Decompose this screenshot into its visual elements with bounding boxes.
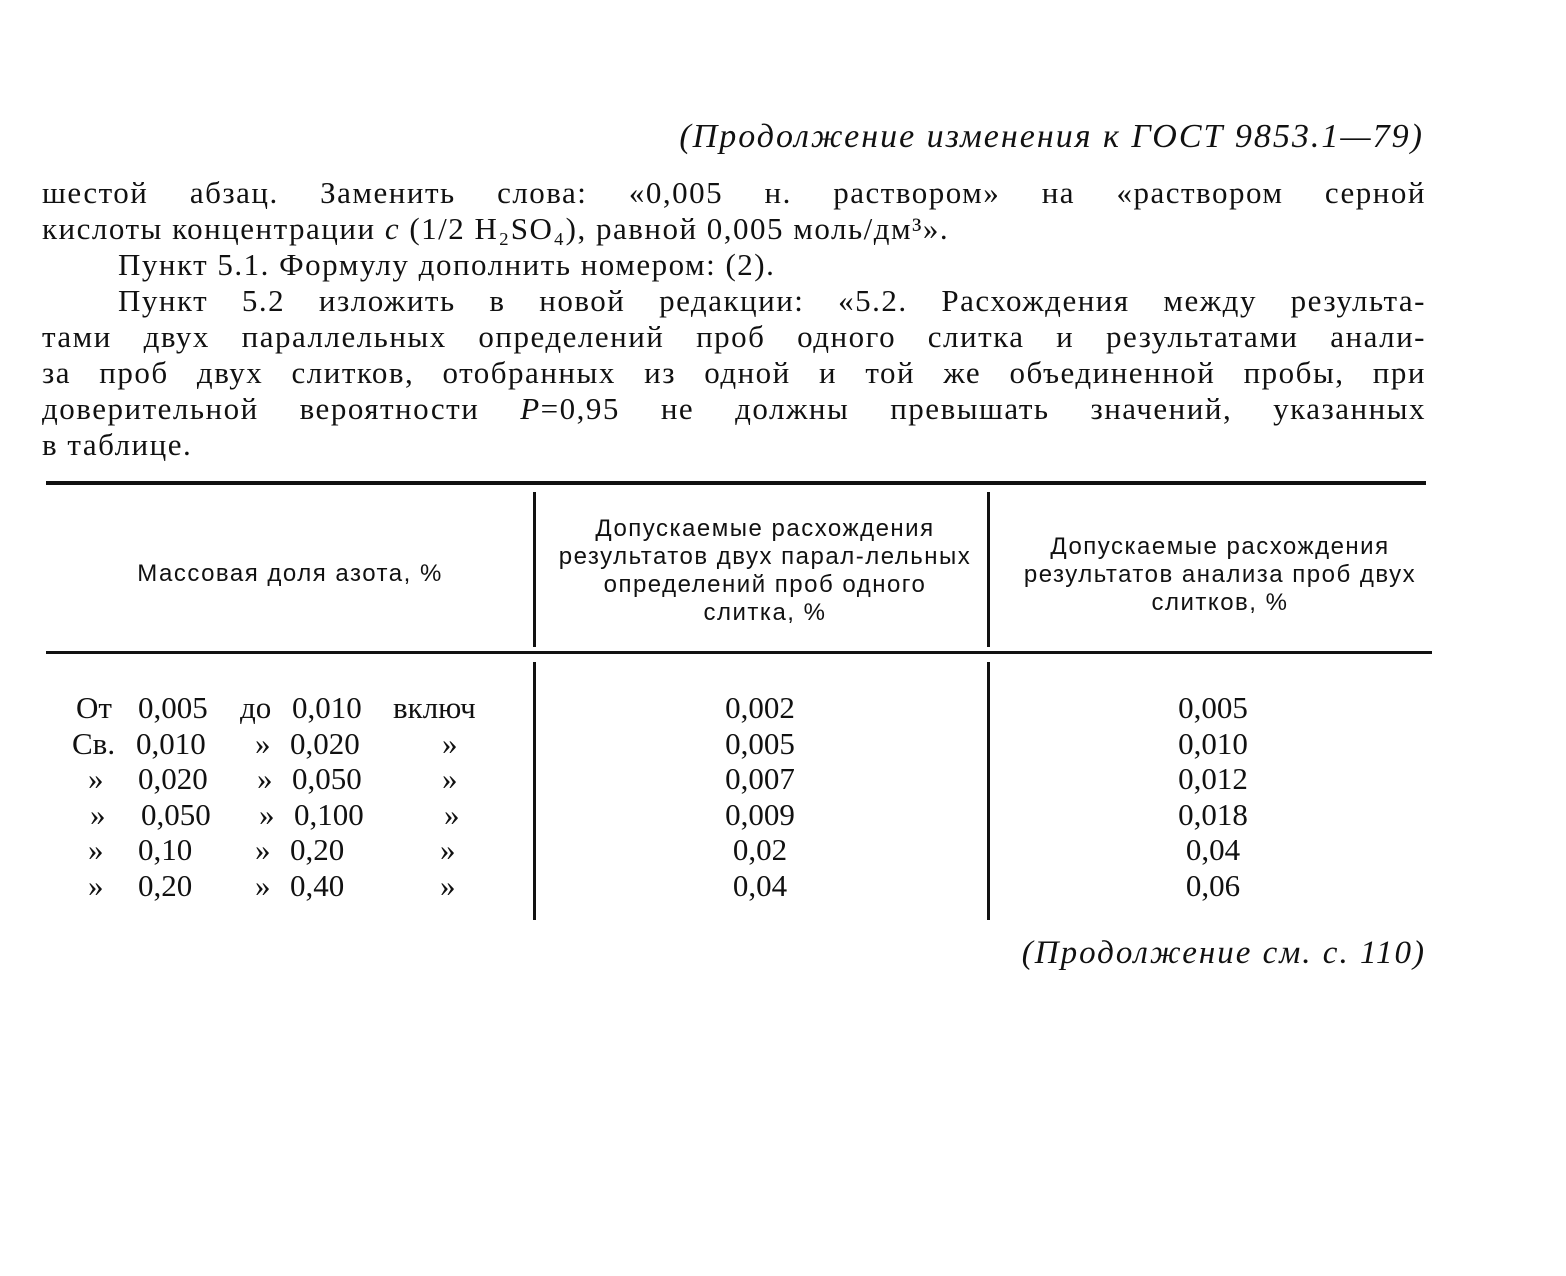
table-cell: 0,010	[1178, 725, 1248, 761]
range-to-word: »	[259, 796, 275, 832]
column-divider	[533, 662, 536, 920]
table-cell: 0,012	[1178, 761, 1248, 796]
column-header-mass-fraction: Массовая доля азота, %	[137, 560, 443, 587]
range-prefix: Св.	[72, 725, 116, 761]
table-cell: 0,04	[732, 867, 788, 903]
range-suffix: »	[440, 832, 456, 867]
table-cell: 0,005	[1178, 690, 1248, 725]
column-divider	[987, 662, 990, 920]
range-to-word: »	[257, 761, 273, 796]
continuation-header: (Продолжение изменения к ГОСТ 9853.1—79)	[679, 118, 1424, 155]
range-to: 0,020	[290, 725, 360, 761]
table-cell: 0,002	[725, 690, 795, 725]
table-cell: 0,009	[725, 796, 795, 832]
range-to: 0,40	[290, 867, 345, 903]
two-ingots-column	[1133, 690, 1293, 903]
table-cell: 0,018	[1178, 796, 1248, 832]
paragraph-line: шестой абзац. Заменить слова: «0,005 н. раствором» на «раствором серной	[42, 175, 1426, 210]
range-from: 0,010	[136, 725, 206, 761]
paragraph-line: в таблице.	[42, 427, 193, 462]
table-header-rule	[46, 651, 1432, 654]
range-prefix: »	[90, 796, 106, 832]
table-cell: 0,007	[725, 761, 795, 796]
table-cell: 0,02	[732, 832, 788, 867]
range-suffix: »	[440, 867, 456, 903]
range-from: 0,005	[138, 690, 208, 725]
range-from: 0,050	[141, 796, 211, 832]
range-prefix: »	[88, 832, 104, 867]
paragraph-line	[42, 391, 1426, 427]
range-suffix: включ	[393, 690, 476, 725]
range-suffix: »	[442, 725, 458, 761]
range-to: 0,050	[292, 761, 362, 796]
range-suffix: »	[442, 761, 458, 796]
paragraph-item-5-2: Пункт 5.2 изложить в новой редакции: «5.2. Расхождения между результа-	[118, 283, 1426, 318]
amendment-text	[42, 175, 1426, 463]
continuation-footer: (Продолжение см. с. 110)	[1021, 935, 1426, 971]
column-header-parallel-determinations: Допускаемые расхождения результатов двух парал-лельных определений проб одного слитка, %	[558, 515, 972, 626]
paragraph-item-5-1: Пункт 5.1. Формулу дополнить номером: (2).	[118, 247, 776, 282]
range-to: 0,100	[294, 796, 364, 832]
table-cell: 0,06	[1185, 867, 1241, 903]
range-from: 0,20	[138, 867, 193, 903]
parallel-determinations-column	[680, 690, 840, 903]
range-to-word: »	[255, 867, 271, 903]
text-run: =0,95 не должны превышать значений, указанных	[540, 391, 1426, 426]
range-to-word: »	[255, 832, 271, 867]
text-run: (1/2 H₂SO₄), равной 0,005 моль/дм³».	[400, 211, 950, 246]
paragraph-line: за проб двух слитков, отобранных из одной и той же объединенной пробы, при	[42, 355, 1426, 390]
range-to-word: до	[240, 690, 272, 725]
table-cell: 0,005	[725, 725, 795, 761]
table-cell: 0,04	[1185, 832, 1241, 867]
paragraph-line: тами двух параллельных определений проб одного слитка и результатами анали-	[42, 319, 1426, 354]
range-prefix: »	[88, 867, 104, 903]
table-top-rule	[46, 481, 1426, 485]
range-from: 0,020	[138, 761, 208, 796]
range-to-word: »	[255, 725, 271, 761]
range-to: 0,010	[292, 690, 362, 725]
column-divider	[987, 492, 990, 647]
text-run: доверительной вероятности	[42, 391, 521, 426]
range-suffix: »	[444, 796, 460, 832]
text-run: кислоты концентрации	[42, 211, 385, 246]
paragraph-line	[42, 211, 1426, 247]
range-to: 0,20	[290, 832, 345, 867]
range-from: 0,10	[138, 832, 193, 867]
column-divider	[533, 492, 536, 647]
variable-p: P	[520, 391, 541, 426]
range-prefix: От	[76, 690, 112, 725]
variable-c: с	[384, 211, 401, 246]
column-header-two-ingots: Допускаемые расхождения результатов анализа проб двух слитков, %	[1023, 533, 1417, 616]
range-prefix: »	[88, 761, 104, 796]
